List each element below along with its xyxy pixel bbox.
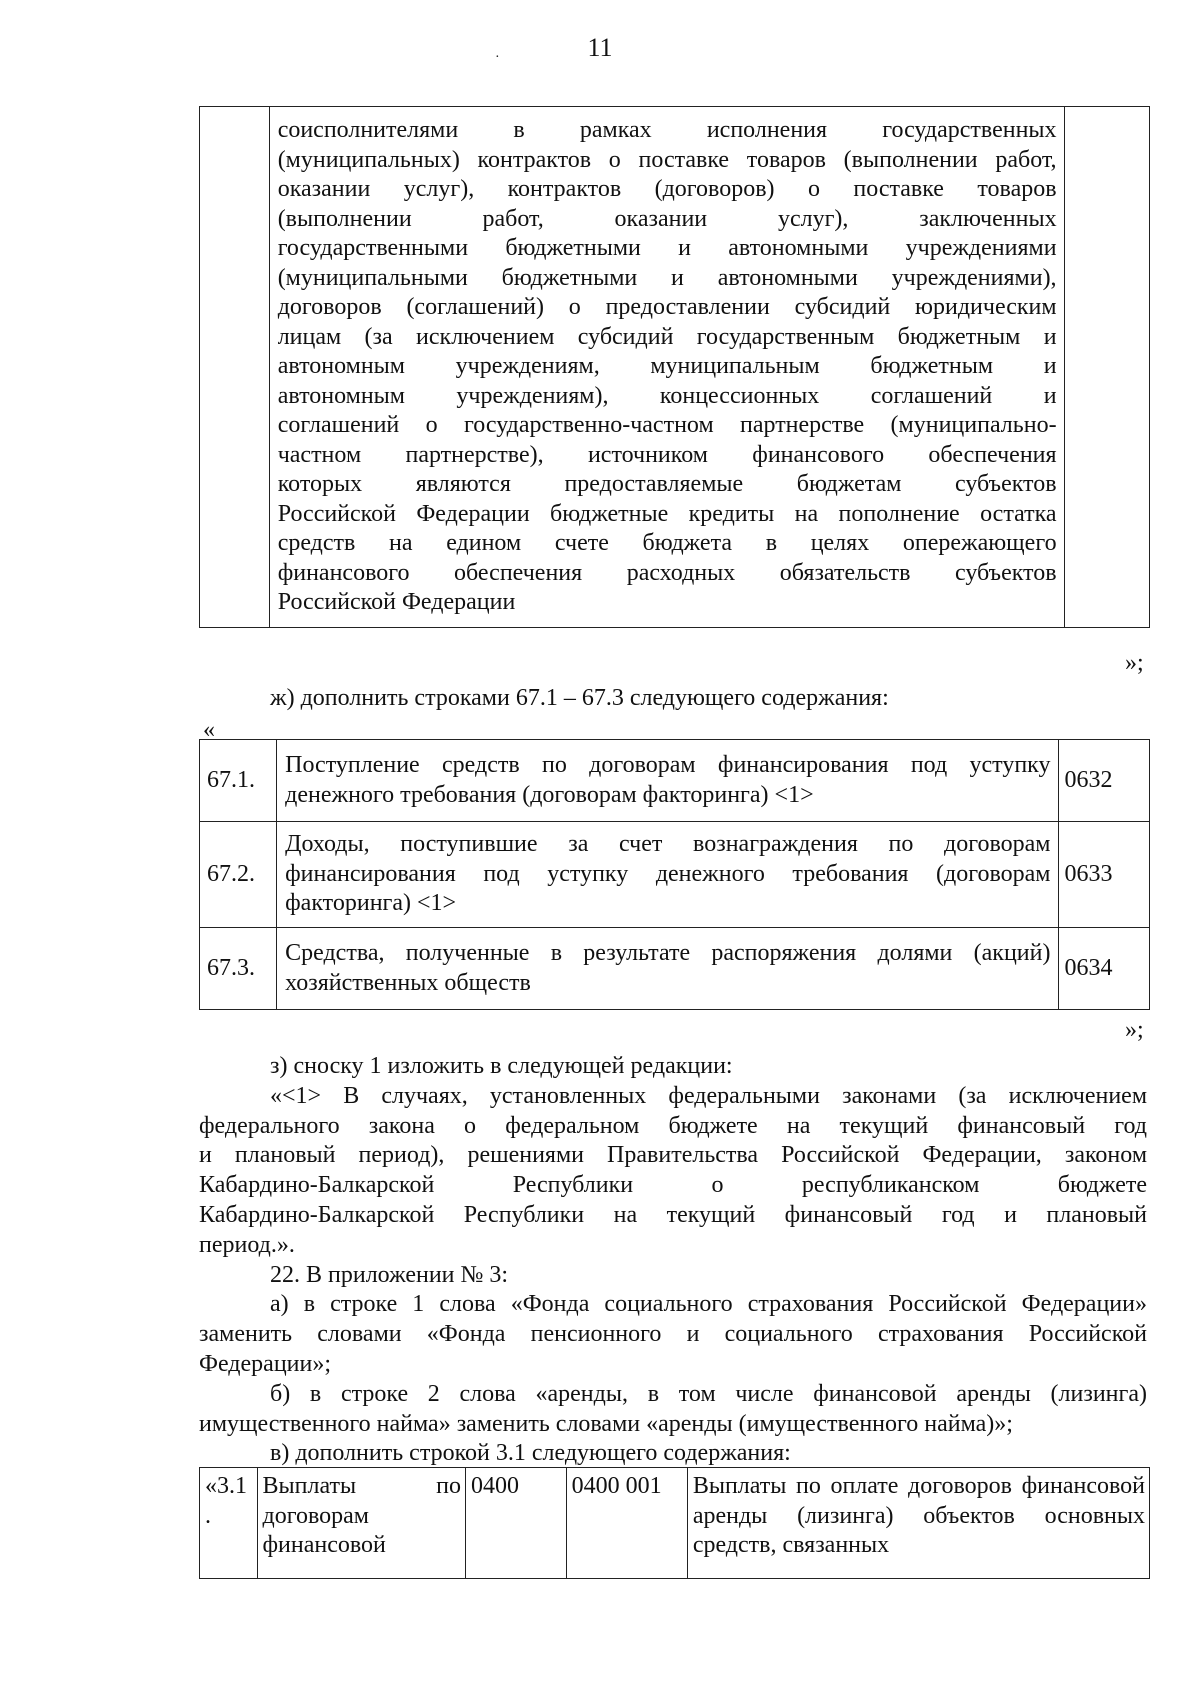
text-line: лицам (за исключением субсидий государственным бюджетным и — [277, 323, 1057, 350]
paragraph-z: з) сноску 1 изложить в следующей редакции: — [270, 1053, 733, 1079]
footnote-line: Кабардино-Балкарской Республики о республиканском бюджете — [199, 1172, 1147, 1199]
paragraph-zh: ж) дополнить строками 67.1 – 67.3 следующего содержания: — [270, 685, 889, 711]
text-line: оказании услуг), контрактов (договоров) о поставке товаров — [277, 176, 1057, 202]
row-number: «3.1 . — [200, 1468, 258, 1579]
opening-quote: « — [203, 717, 215, 743]
paragraph-b-line: б) в строке 2 слова «аренды, в том числе финансовой аренды (лизинга) — [270, 1380, 1147, 1407]
closing-quote: »; — [1125, 1017, 1144, 1043]
text-line: (муниципальных) контрактов о поставке товаров (выполнении работ, — [277, 146, 1057, 173]
row-description: Выплаты по оплате договоров финансовой аренды (лизинга) объектов основных средств, связанных — [687, 1468, 1149, 1579]
row-number: 67.2. — [200, 822, 277, 928]
text-line: автономным учреждениям), концессионных соглашений и — [277, 382, 1057, 409]
footnote-line: федерального закона о федеральном бюджете на текущий финансовый год — [199, 1112, 1147, 1139]
text-line: частном партнерстве), источником финансового обеспечения — [277, 441, 1057, 468]
paragraph-a-line: а) в строке 1 слова «Фонда социального страхования Российской Федерации» — [270, 1291, 1147, 1318]
paragraph-a-line: заменить словами «Фонда пенсионного и социального страхования Российской — [199, 1321, 1147, 1348]
table-row — [200, 107, 1150, 628]
table-row — [200, 740, 1150, 822]
text-line: (выполнении работ, оказании услуг), заключенных — [277, 205, 1057, 232]
row-code: 0634 — [1058, 928, 1150, 1010]
text-line: (муниципальными бюджетными и автономными учреждениями), — [277, 264, 1057, 291]
table-new-rows — [199, 739, 1150, 1010]
text-line: соисполнителями в рамках исполнения государственных — [277, 117, 1057, 143]
row-text: Доходы, поступившие за счет вознаграждения по договорам финансирования под уступку денежного требования (договорам факторинга) <1> — [277, 822, 1058, 928]
item-22: 22. В приложении № 3: — [270, 1261, 509, 1288]
row-number: 67.1. — [200, 740, 277, 822]
scan-dot: · — [495, 50, 500, 65]
paragraph-b-line: имущественного найма» заменить словами «аренды (имущественного найма)»; — [199, 1410, 1013, 1437]
footnote-line: и плановый период), решениями Правительства Российской Федерации, законом — [199, 1142, 1147, 1169]
row-code-2: 0400 001 — [566, 1468, 687, 1579]
footnote-line: «<1> В случаях, установленных федеральными законами (за исключением — [270, 1082, 1147, 1109]
table-row — [200, 928, 1150, 1010]
row-code: 0632 — [1058, 740, 1150, 822]
table-row-3-1 — [199, 1467, 1150, 1579]
table-row — [200, 1468, 1150, 1579]
text-line: договоров (соглашений) о предоставлении субсидий юридическим — [277, 294, 1057, 320]
row-code-1: 0400 — [465, 1468, 566, 1579]
table-cell-code — [1064, 107, 1149, 628]
paragraph-a-line: Федерации»; — [199, 1350, 332, 1377]
text-line: Российской Федерации бюджетные кредиты на пополнение остатка — [277, 500, 1057, 527]
table-cell-text — [269, 107, 1064, 628]
text-line: средств на едином счете бюджета в целях опережающего — [277, 530, 1057, 556]
row-number: 67.3. — [200, 928, 277, 1010]
amendment-text — [199, 1052, 1147, 1469]
row-code: 0633 — [1058, 822, 1150, 928]
row-text: Поступление средств по договорам финансирования под уступку денежного требования (договорам факторинга) <1> — [277, 740, 1058, 822]
footnote-line: период.». — [199, 1231, 295, 1258]
row-text: Средства, полученные в результате распоряжения долями (акций) хозяйственных обществ — [277, 928, 1058, 1010]
table-continuation — [199, 106, 1150, 628]
paragraph-v: в) дополнить строкой 3.1 следующего содержания: — [270, 1440, 791, 1467]
table-cell-number — [200, 107, 270, 628]
footnote-line: Кабардино-Балкарской Республики на текущий финансовый год и плановый — [199, 1201, 1147, 1228]
page-number: 11 — [587, 33, 613, 62]
text-line: соглашений о государственно-частном партнерстве (муниципально- — [277, 412, 1057, 438]
text-line: автономным учреждениям, муниципальным бюджетным и — [277, 353, 1057, 379]
table-row — [200, 822, 1150, 928]
row-name: Выплаты по договорам финансовой — [257, 1468, 465, 1579]
closing-quote: »; — [1125, 650, 1144, 676]
text-line: финансового обеспечения расходных обязательств субъектов — [277, 559, 1057, 586]
text-line: Российской Федерации — [277, 589, 516, 615]
text-line: государственными бюджетными и автономными учреждениями — [277, 235, 1057, 261]
text-line: которых являются предоставляемые бюджетам субъектов — [277, 471, 1057, 497]
